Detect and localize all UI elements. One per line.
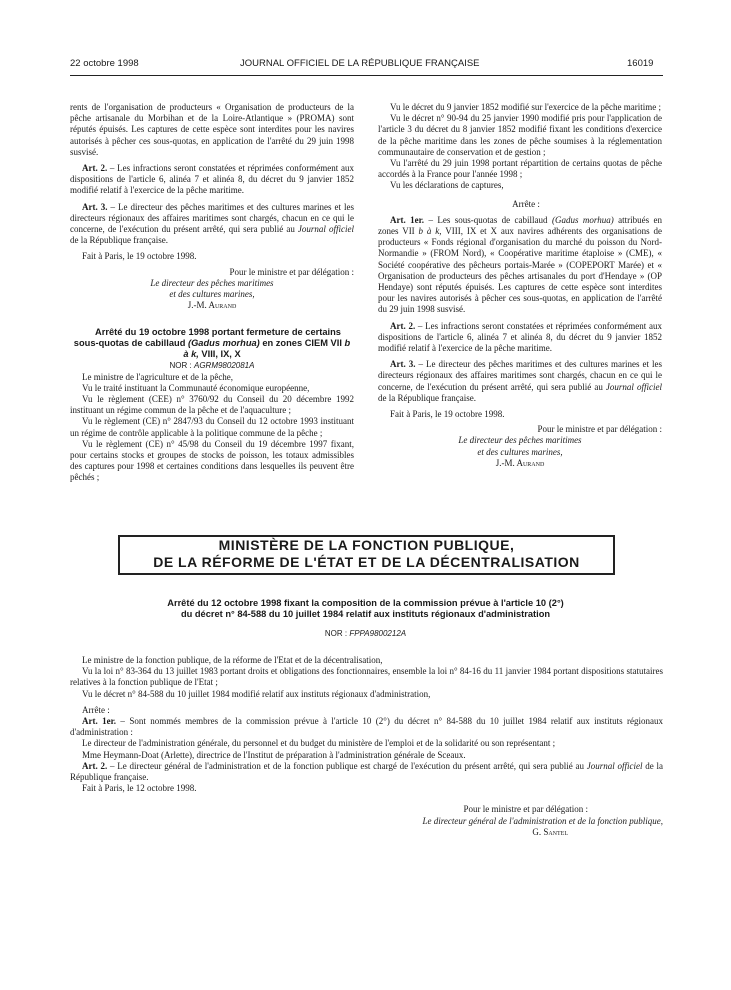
article-zone: b à k, <box>418 226 442 237</box>
right-signature-title: Le directeur des pêches maritimes <box>458 435 582 446</box>
second-member-1: Le directeur de l'administration générale, du personnel et du budget du ministère de l'emploi et de la solidarité ou son représentant ; <box>82 738 556 749</box>
ministry-heading-box <box>118 535 615 575</box>
article-text: – Le directeur des pêches maritimes et des cultures marines et les directeurs régionaux des affaires maritimes sont chargés, chacun en ce qui le concerne, de l'exécution du présent arrêté, qui sera publié au <box>378 359 662 392</box>
second-minister: Le ministre de la fonction publique, de la réforme de l'Etat et de la décentralisation, <box>82 655 383 665</box>
right-column <box>378 102 662 469</box>
second-fait-a-paris: Fait à Paris, le 12 octobre 1998. <box>82 783 197 794</box>
visa-arrete-29-juin: Vu l'arrêté du 29 juin 1998 portant répartition de certains quotas de pêche accordés à la France pour l'année 1998 ; <box>378 158 662 180</box>
nor-label: NOR : <box>169 361 194 371</box>
left-fait-a-paris: Fait à Paris, le 19 octobre 1998. <box>82 251 197 262</box>
journal-officiel-ref: Journal officiel <box>586 760 643 771</box>
visa-decret-1852: Vu le décret du 9 janvier 1852 modifié sur l'exercice de la pêche maritime ; <box>390 102 661 112</box>
title-text: en zones CIEM VII <box>259 338 345 349</box>
visa-decret-90-94: Vu le décret n° 90-94 du 25 janvier 1990 modifié pris pour l'application de l'article 3 du décret du 8 janvier 1852 modifié fixant les conditions d'exercice de la pêche maritime dans les zones de pêche soumises à la réglementation communautaire de conservation et de gestion ; <box>378 113 662 157</box>
second-article-2 <box>70 761 663 783</box>
article-text: – Les infractions seront constatées et réprimées conformément aux dispositions de l'article 6, alinéa 7 et alinéa 8, du décret du 9 janvier 1852 modifié relatif à l'exercice de la pêche maritime. <box>70 163 354 196</box>
title-text: VIII, IX, X <box>198 349 241 360</box>
nor-code: FPPA9800212A <box>349 629 407 638</box>
visa-reg-3760: Vu le règlement (CEE) n° 3760/92 du Conseil du 20 décembre 1992 instituant un régime commun de la pêche et de l'aquaculture ; <box>70 394 354 416</box>
title-zone: b à k, <box>183 338 351 360</box>
second-arrete-title-line-1: Arrêté du 12 octobre 1998 fixant la composition de la commission prévue à l'article 10 (2°) <box>167 598 564 608</box>
article-label: Art. 1er. <box>82 716 117 727</box>
second-arrete-title-line-2: du décret n° 84-588 du 10 juillet 1984 relatif aux instituts régionaux d'administration <box>180 609 551 619</box>
article-label: Art. 2. <box>82 163 108 174</box>
visa-treaty: Vu le traité instituant la Communauté économique européenne, <box>82 382 310 393</box>
article-text: de la République française. <box>70 760 663 783</box>
article-text: de la République française. <box>70 235 168 246</box>
second-article-1 <box>70 716 663 738</box>
article-text: – Le directeur des pêches maritimes et des cultures marines et les directeurs régionaux des affaires maritimes sont chargés, chacun en ce qui le concerne, de l'exécution du présent arrêté, qui sera publié au <box>70 201 354 235</box>
journal-officiel-ref: Journal officiel <box>297 224 354 235</box>
title-species: (Gadus morhua) <box>187 338 260 349</box>
article-label: Art. 3. <box>390 359 416 370</box>
second-arrete-heading: Arrête : <box>82 704 110 715</box>
second-nor-reference <box>90 629 641 638</box>
right-article-1 <box>378 215 662 316</box>
left-article-2 <box>70 163 354 197</box>
article-text: – Les infractions seront constatées et réprimées conformément aux dispositions de l'article 6, alinéa 7 et alinéa 8, du décret du 9 janvier 1852 modifié relatif à l'exercice de la pêche maritime. <box>378 320 662 354</box>
article-text: VIII, IX et X aux navires adhérents des organisations de producteurs « Fonds régional d'organisation du marché du poisson du Nord-Normandie » (FROM Nord), « Coopérative maritime étaploise » (CME), « Société coopérative des pêcheurs portais-Marée » (COPEPORT Marée) et « Organisation de producteurs des pêches artisanales du port d'Hendaye » (OP Hendaye) sont réputés épuisés. Les captures de cette espèce sont interdites pour les navires autorisés à pêcher ces sous-quotas, en application de l'arrêté du 29 juin 1998 susvisé. <box>378 226 662 315</box>
nor-reference <box>70 360 354 371</box>
right-signature-intro: Pour le ministre et par délégation : <box>537 424 662 435</box>
nor-label: NOR : <box>324 629 350 638</box>
left-column <box>70 102 354 484</box>
arrete-heading: Arrête : <box>512 198 540 209</box>
left-signature-title: Le directeur des pêches maritimes <box>150 277 274 288</box>
right-signature-name: J.-M. Aurand <box>495 457 545 468</box>
visa-declarations: Vu les déclarations de captures, <box>390 180 504 191</box>
second-signature-name: G. Santel <box>532 826 568 837</box>
article-species: (Gadus morhua) <box>551 214 614 225</box>
arrete-title-block <box>70 327 354 371</box>
article-text: – Sont nommés membres de la commission prévue à l'article 10 (2°) du décret n° 84-588 du 10 juillet 1984 relatif aux instituts régionaux d'administration : <box>70 716 663 738</box>
visa-reg-2847: Vu le règlement (CE) n° 2847/93 du Conseil du 12 octobre 1993 instituant un régime de contrôle applicable à la politique commune de la pêche ; <box>70 416 354 438</box>
ministry-line-2: DE LA RÉFORME DE L'ÉTAT ET DE LA DÉCENTRALISATION <box>153 554 580 570</box>
article-label: Art. 2. <box>82 760 108 771</box>
article-label: Art. 2. <box>390 320 416 331</box>
title-text: Arrêté du 19 octobre 1998 portant fermeture de certains sous-quotas de cabillaud <box>73 327 341 349</box>
journal-officiel-ref: Journal officiel <box>605 381 662 392</box>
second-visa-loi: Vu la loi n° 83-364 du 13 juillet 1983 portant droits et obligations des fonctionnaires, ensemble la loi n° 84-16 du 11 janvier 1984 portant dispositions statutaires relatives à la fonction publique de l'Etat ; <box>70 666 663 688</box>
left-signature-intro: Pour le ministre et par délégation : <box>229 266 354 277</box>
article-text: – Le directeur général de l'administration et de la fonction publique est chargé de l'exécution du présent arrêté, qui sera publié au <box>107 760 587 771</box>
visa-minister: Le ministre de l'agriculture et de la pêche, <box>82 371 234 382</box>
article-text: de la République française. <box>378 392 476 403</box>
visa-reg-45: Vu le règlement (CE) n° 45/98 du Conseil du 19 décembre 1997 fixant, pour certains stocks et groupes de stocks de poisson, les totaux admissibles des captures pour 1998 et certaines conditions dans lesquelles ils peuvent être pêchés ; <box>70 438 354 483</box>
article-text: attribués en zones VII <box>378 214 662 237</box>
header-journal-title: JOURNAL OFFICIEL DE LA RÉPUBLIQUE FRANÇAISE <box>240 58 480 69</box>
right-signature-title-2: et des cultures marines, <box>477 446 563 457</box>
left-paragraph-proma: rents de l'organisation de producteurs « Organisation de producteurs de la pêche artisanale du Morbihan et de la Loire-Atlantique » (PROMA) sont réputés épuisés. Les captures de cette espèce sont interdites pour les navires autorisés à pêcher ces sous-quotas, en application de l'arrêté du 29 juin 1998 susvisé. <box>70 102 354 157</box>
article-label: Art. 3. <box>82 201 108 212</box>
article-text: – Les sous-quotas de cabillaud <box>424 214 552 225</box>
second-arrete-body <box>70 655 663 838</box>
left-signature-title-2: et des cultures marines, <box>169 289 255 300</box>
article-label: Art. 1er. <box>390 214 425 225</box>
right-article-2 <box>378 321 662 355</box>
left-article-3 <box>70 202 354 247</box>
header-page-number: 16019 <box>627 58 654 69</box>
second-visa-decret: Vu le décret n° 84-588 du 10 juillet 1984 modifié relatif aux instituts régionaux d'administration, <box>82 688 431 699</box>
right-article-3 <box>378 359 662 404</box>
second-signature-title: Le directeur général de l'administration et de la fonction publique, <box>422 815 663 826</box>
second-signature-intro: Pour le ministre et par délégation : <box>463 804 588 815</box>
header-date: 22 octobre 1998 <box>70 58 139 69</box>
header-rule <box>70 75 663 76</box>
nor-code: AGRM9802081A <box>193 361 255 371</box>
arrete-title <box>70 327 354 360</box>
ministry-line-1: MINISTÈRE DE LA FONCTION PUBLIQUE, <box>218 537 515 553</box>
second-member-2: Mme Heymann-Doat (Arlette), directrice de l'Institut de préparation à l'administration générale de Sceaux. <box>82 749 466 760</box>
right-fait-a-paris: Fait à Paris, le 19 octobre 1998. <box>390 409 505 420</box>
left-signature-name: J.-M. Aurand <box>187 300 237 311</box>
second-arrete-title-block <box>90 598 641 646</box>
